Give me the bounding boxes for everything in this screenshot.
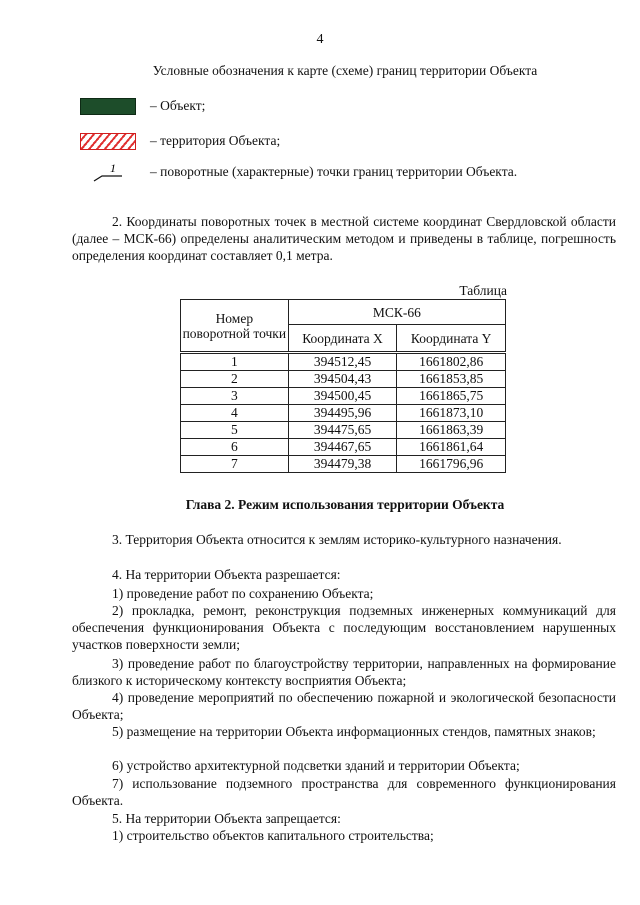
list-item-4-7: 7) использование подземного пространства для современного функционирования Объекта. [72,776,616,808]
point-number: 7 [181,456,289,473]
list-item-4-4: 4) проведение мероприятий по обеспечению пожарной и экологической безопасности Объекта; [72,690,616,722]
coord-y: 1661796,96 [397,456,506,473]
coord-y: 1661802,86 [397,353,506,371]
coord-x: 394504,43 [288,371,397,388]
coord-x: 394512,45 [288,353,397,371]
list-item-4-1: 1) проведение работ по сохранению Объекта; [112,586,374,601]
point-number: 6 [181,439,289,456]
paragraph-2: 2. Координаты поворотных точек в местной системе координат Свердловской области (далее – МСК-66) определены аналитическим методом и приведены в таблице, погрешность определения координат составляет 0,1 метра. [72,214,616,263]
coord-y: 1661853,85 [397,371,506,388]
point-number: 1 [181,353,289,371]
coordinates-table [180,299,506,473]
turning-point-line [92,160,136,184]
list-item-4-6: 6) устройство архитектурной подсветки зданий и территории Объекта; [112,758,520,773]
coord-y: 1661873,10 [397,405,506,422]
table-row [181,456,506,473]
coord-x: 394495,96 [288,405,397,422]
legend-item-text: – Объект; [150,98,206,113]
table-row [181,388,506,405]
coord-y: 1661863,39 [397,422,506,439]
coord-y: 1661865,75 [397,388,506,405]
table-row [181,405,506,422]
legend-item-turning-points [80,161,517,183]
list-item-5-1: 1) строительство объектов капитального строительства; [112,828,434,843]
page-number: 4 [316,32,324,47]
legend-title: Условные обозначения к карте (схеме) границ территории Объекта [152,63,538,78]
legend-item-text: – поворотные (характерные) точки границ территории Объекта. [150,164,518,179]
paragraph-3: 3. Территория Объекта относится к землям историко-культурного назначения. [112,532,562,547]
list-item-4-3: 3) проведение работ по благоустройству территории, направленных на формирование близкого к историческому контексту восприятия Объекта; [72,656,616,688]
coord-x: 394500,45 [288,388,397,405]
chapter-title: Глава 2. Режим использования территории Объекта [185,497,505,512]
header-y: Координата Y [397,325,506,353]
table-row [181,439,506,456]
table-row [181,422,506,439]
table-caption: Таблица [459,283,507,298]
point-number: 3 [181,388,289,405]
table-row [181,353,506,371]
header-x: Координата X [288,325,397,353]
coord-x: 394467,65 [288,439,397,456]
legend-item-text: – территория Объекта; [150,133,281,148]
header-point-number: Номер поворотной точки [181,300,289,353]
point-number: 4 [181,405,289,422]
dark-green-rectangle-icon [80,98,136,115]
table-row [181,371,506,388]
list-item-4-2: 2) прокладка, ремонт, реконструкция подземных инженерных коммуникаций для обеспечения функционирования Объекта с последующим восстановлением нарушенных участков поверхности земли; [72,603,616,652]
point-number: 2 [181,371,289,388]
turning-point-marker-icon [80,160,136,184]
coord-x: 394475,65 [288,422,397,439]
header-system: МСК-66 [288,300,505,325]
legend-item-territory [80,130,280,152]
red-hatched-rectangle-icon [80,133,136,150]
paragraph-5: 5. На территории Объекта запрещается: [112,811,341,826]
point-number: 5 [181,422,289,439]
legend-item-object [80,95,205,117]
paragraph-4: 4. На территории Объекта разрешается: [112,567,341,582]
coord-y: 1661861,64 [397,439,506,456]
coord-x: 394479,38 [288,456,397,473]
turning-point-label: 1 [110,161,116,175]
list-item-4-5: 5) размещение на территории Объекта информационных стендов, памятных знаков; [112,724,596,739]
